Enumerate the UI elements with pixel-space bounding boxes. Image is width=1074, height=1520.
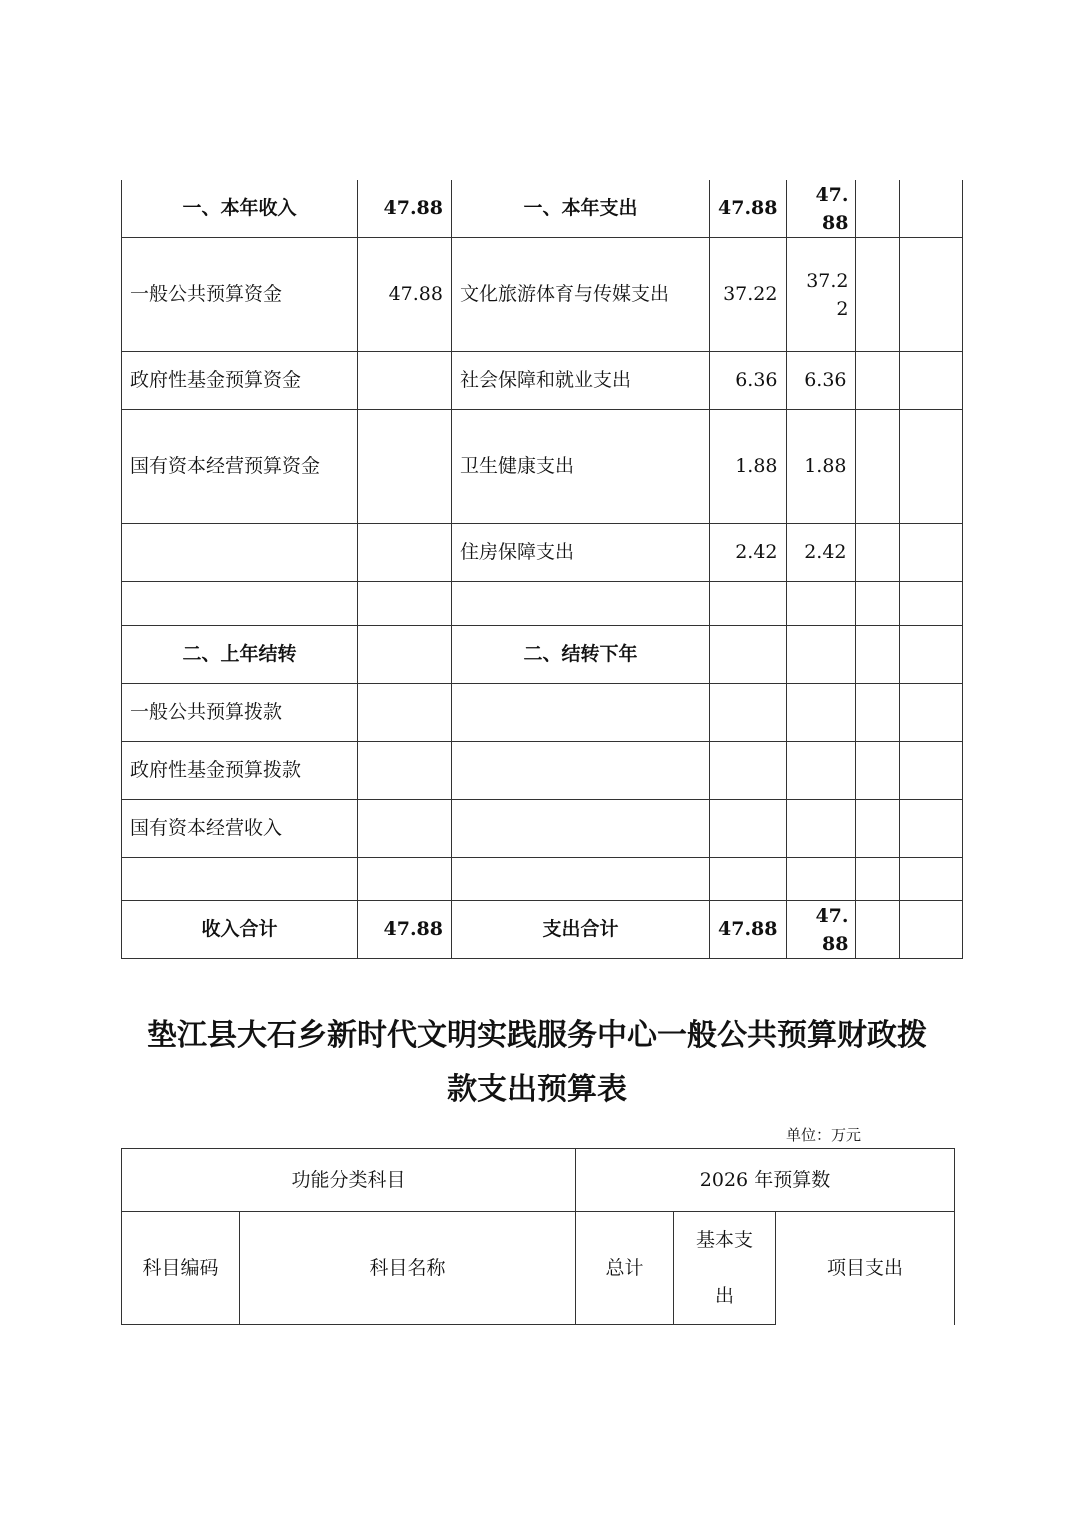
table-row [122, 901, 963, 959]
header-subject-name: 科目名称 [240, 1212, 576, 1325]
table-cell [786, 684, 855, 742]
table-cell [855, 684, 899, 742]
table-cell: 2.42 [786, 524, 855, 582]
table-cell: 47.88 [358, 180, 452, 238]
header-basic-expenditure: 基本支出 [674, 1212, 776, 1325]
table-row [122, 180, 963, 238]
table-cell [122, 582, 358, 626]
header-project-expenditure: 项目支出 [776, 1212, 955, 1325]
table-cell: 国有资本经营收入 [122, 800, 358, 858]
table-cell [855, 180, 899, 238]
table-cell [358, 684, 452, 742]
table-cell: 47.88 [786, 901, 855, 959]
table-cell: 住房保障支出 [452, 524, 710, 582]
table-cell [358, 524, 452, 582]
table-cell [358, 858, 452, 901]
table-cell: 支出合计 [452, 901, 710, 959]
table-cell: 47.88 [358, 238, 452, 352]
table-cell: 收入合计 [122, 901, 358, 959]
table-row [122, 238, 963, 352]
table-row [122, 626, 963, 684]
table-cell: 一、本年支出 [452, 180, 710, 238]
table-cell [452, 800, 710, 858]
table-cell [786, 582, 855, 626]
table-cell: 文化旅游体育与传媒支出 [452, 238, 710, 352]
table-cell [710, 800, 787, 858]
table-cell [855, 410, 899, 524]
table-cell [899, 684, 962, 742]
table-cell [899, 742, 962, 800]
table-cell [855, 901, 899, 959]
income-expense-table [121, 180, 963, 959]
table-cell [710, 684, 787, 742]
table-cell [452, 684, 710, 742]
table-cell [358, 800, 452, 858]
table-row [122, 742, 963, 800]
table-cell: 政府性基金预算拨款 [122, 742, 358, 800]
header-total: 总计 [576, 1212, 674, 1325]
table-title-line1: 垫江县大石乡新时代文明实践服务中心一般公共预算财政拨 [147, 1018, 927, 1053]
table-cell: 社会保障和就业支出 [452, 352, 710, 410]
table-cell [358, 626, 452, 684]
table-row [122, 582, 963, 626]
table-cell: 一、本年收入 [122, 180, 358, 238]
table-cell [358, 742, 452, 800]
table-cell: 6.36 [710, 352, 787, 410]
table-cell [855, 582, 899, 626]
table-row [122, 858, 963, 901]
table-cell: 政府性基金预算资金 [122, 352, 358, 410]
table-cell: 一般公共预算资金 [122, 238, 358, 352]
header-subject-code: 科目编码 [122, 1212, 240, 1325]
header-function-category: 功能分类科目 [122, 1149, 576, 1212]
table-cell [855, 238, 899, 352]
table-cell: 二、结转下年 [452, 626, 710, 684]
table-row [122, 410, 963, 524]
table-cell [710, 858, 787, 901]
table-cell [122, 858, 358, 901]
table-cell [899, 524, 962, 582]
table-cell [899, 238, 962, 352]
table-cell [710, 742, 787, 800]
table-cell: 2.42 [710, 524, 787, 582]
table-cell [786, 626, 855, 684]
header-budget-year: 2026 年预算数 [576, 1149, 955, 1212]
table-title-line2: 款支出预算表 [447, 1072, 627, 1107]
table-cell [786, 742, 855, 800]
table-cell [452, 858, 710, 901]
table-cell: 47.88 [786, 180, 855, 238]
table-cell [855, 524, 899, 582]
table-cell [452, 742, 710, 800]
table-cell: 二、上年结转 [122, 626, 358, 684]
table-cell [710, 582, 787, 626]
table-cell [899, 901, 962, 959]
table-cell [358, 582, 452, 626]
table-cell: 47.88 [710, 180, 787, 238]
table-cell: 1.88 [786, 410, 855, 524]
expenditure-budget-table [121, 1148, 955, 1325]
table-row [122, 352, 963, 410]
unit-label: 单位：万元 [786, 1126, 862, 1144]
table-cell: 国有资本经营预算资金 [122, 410, 358, 524]
table-cell [899, 410, 962, 524]
table-cell [855, 800, 899, 858]
table-cell [899, 582, 962, 626]
table-cell [855, 352, 899, 410]
table-cell [899, 180, 962, 238]
table-cell: 一般公共预算拨款 [122, 684, 358, 742]
table-cell: 47.88 [358, 901, 452, 959]
table-cell: 37.22 [710, 238, 787, 352]
table-cell: 47.88 [710, 901, 787, 959]
table-row [122, 684, 963, 742]
table-cell [786, 858, 855, 901]
table-cell [358, 410, 452, 524]
table-cell [855, 858, 899, 901]
table-cell [122, 524, 358, 582]
table-cell [899, 858, 962, 901]
table-row [122, 800, 963, 858]
table-cell [710, 626, 787, 684]
table-cell [855, 742, 899, 800]
table-cell [899, 800, 962, 858]
table-cell [855, 626, 899, 684]
table-cell: 37.22 [786, 238, 855, 352]
table-cell [899, 626, 962, 684]
table-cell [786, 800, 855, 858]
table-cell [358, 352, 452, 410]
table-cell: 6.36 [786, 352, 855, 410]
table-cell: 1.88 [710, 410, 787, 524]
table-cell: 卫生健康支出 [452, 410, 710, 524]
table-cell [452, 582, 710, 626]
table-cell [899, 352, 962, 410]
table-row [122, 524, 963, 582]
